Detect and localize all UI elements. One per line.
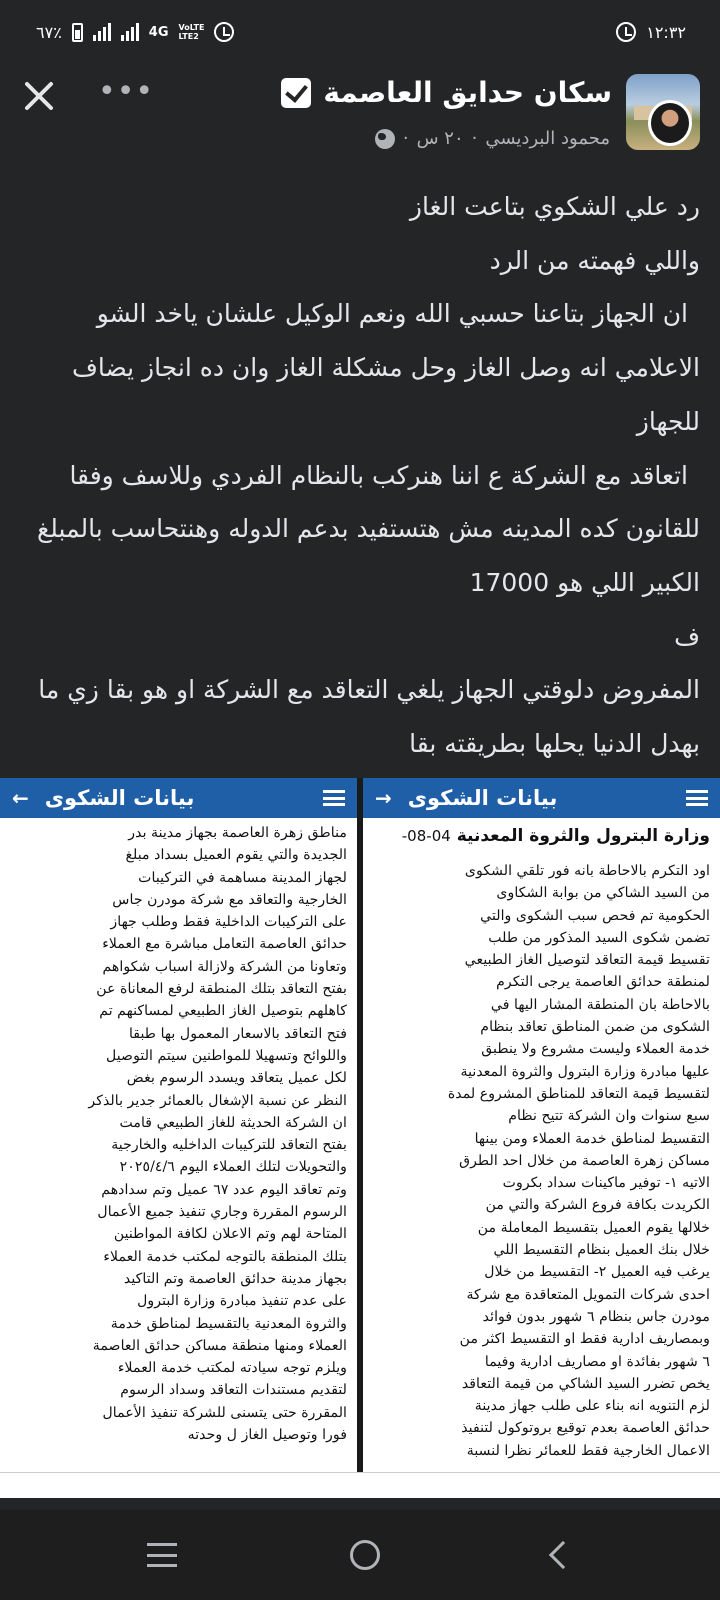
panel-header bbox=[0, 778, 357, 818]
post-image[interactable] bbox=[0, 778, 720, 1498]
panel-text-line: كاهلهم بتوصيل الغاز الطبيعي لمساكنهم تم bbox=[99, 1003, 347, 1020]
panel-text-line: الاعمال الخارجية فقط للعمائر نظرا لنسبة bbox=[466, 1442, 710, 1459]
panel-text-line: عليها مبادرة وزارة البترول والثروة المعدنية bbox=[460, 1063, 710, 1080]
panel-text-line: خلالها يقوم العميل بتقسيط المعاملة من bbox=[477, 1219, 710, 1236]
panel-text-line: بالاحاطة بان المنطقة المشار اليها في bbox=[490, 996, 710, 1013]
post-line: ان الجهاز بتاعنا حسبي الله ونعم الوكيل علشان ياخد الشو bbox=[96, 299, 688, 329]
post-line: الاعلامي انه وصل الغاز وحل مشكلة الغاز وان ده انجاز يضاف bbox=[71, 353, 700, 383]
panel-text-line: المتاحة لهم وتم الاعلان لكافة المواطنين bbox=[113, 1226, 347, 1243]
post-line: ف bbox=[674, 621, 700, 651]
panel-text-line: وتعاونا من الشركة ولازالة اسباب شكواهم bbox=[102, 958, 347, 975]
post-line: للجهاز bbox=[636, 406, 700, 436]
panel-text-line: الاتيه ١- توفير ماكينات سداد بكروت bbox=[502, 1175, 710, 1192]
menu-icon bbox=[686, 790, 708, 806]
back-arrow-icon: → bbox=[375, 786, 392, 810]
signal-icon bbox=[93, 23, 111, 41]
panel-text-line: الخارجية والتعاقد مع شركة مودرن جاس bbox=[112, 891, 347, 908]
panel-text-line: لجهاز المدينة مساهمة في التركيبات bbox=[138, 869, 347, 886]
panel-text bbox=[363, 856, 720, 1462]
panel-title: بيانات الشكوى bbox=[44, 786, 195, 810]
panel-text-line: وبمصاريف ادارية فقط او التقسيط اكثر من bbox=[459, 1331, 710, 1348]
more-options-icon[interactable]: ••• bbox=[98, 74, 155, 109]
battery-icon bbox=[72, 23, 83, 42]
battery-percent: ٦٧٪ bbox=[36, 22, 62, 42]
recents-icon[interactable] bbox=[147, 1543, 177, 1567]
panel-text-line: خدمة العملاء وليست مشروع ولا ينطبق bbox=[481, 1041, 710, 1058]
post-line: للقانون كده المدينه مش هتستفيد بدعم الدوله وهنتحاسب بالمبلغ bbox=[36, 514, 700, 544]
panel-text-line: بفتح التعاقد بتلك المنطقة لرفع المعاناة عن bbox=[96, 981, 347, 998]
post-line: واللي فهمته من الرد bbox=[489, 245, 700, 275]
panel-text-line: الجديدة والتي يقوم العميل بسداد مبلغ bbox=[125, 847, 347, 864]
home-icon[interactable] bbox=[350, 1540, 380, 1570]
panel-text-line: حدائق العاصمة التعامل مباشرة مع العملاء bbox=[102, 936, 347, 953]
clock: ١٢:٣٢ bbox=[646, 22, 686, 42]
panel-text-line: المقررة حتى يتسنى للشركة تنفيذ الأعمال bbox=[102, 1404, 347, 1421]
verified-check-icon bbox=[281, 78, 311, 108]
panel-text-line: احدى شركات التمويل المتعاقدة مع شركة bbox=[466, 1286, 710, 1303]
panel-text-line: واللوائح وتسهيلا للمواطنين سيتم التوصيل bbox=[106, 1047, 347, 1064]
post-time[interactable]: ٢٠ س bbox=[416, 128, 464, 149]
panel-text-line: خلال بنك العميل بنظام التقسيط اللي bbox=[493, 1242, 710, 1259]
complaint-panel-left bbox=[0, 778, 357, 1498]
panel-text-line: لتقسيط قيمة التعاقد للمناطق المشروع لمدة bbox=[447, 1085, 710, 1102]
panel-text-line: لمنطقة حدائق العاصمة يرجى التكرم bbox=[496, 974, 710, 991]
panel-text-line: من السيد الشاكي من بوابة الشكاوى bbox=[496, 885, 710, 902]
panel-text-line: مناطق زهرة العاصمة بجهاز مدينة بدر bbox=[128, 825, 347, 841]
group-name[interactable]: سكان حدايق العاصمة bbox=[323, 76, 612, 109]
panel-text-line: الحكومية تم فحص سبب الشكوى والتي bbox=[480, 907, 710, 924]
panel-text-line: الرسوم المقررة وجاري تنفيذ جميع الأعمال bbox=[97, 1204, 347, 1221]
panel-text-line: مودرن جاس بنظام ٦ شهور بدون فوائد bbox=[482, 1308, 710, 1325]
post-meta: محمود البرديسي · ٢٠ س · bbox=[375, 128, 610, 149]
complaint-panel-right bbox=[363, 778, 720, 1498]
panel-text-line: اود التكرم بالاحاطة بانه فور تلقي الشكوى bbox=[464, 863, 710, 879]
post-line: رد علي الشكوي بتاعت الغاز bbox=[409, 192, 700, 221]
group-avatar[interactable] bbox=[626, 74, 700, 150]
panel-text-line: حدائق العاصمة بعدم توقيع بروتوكول لتنفيذ bbox=[461, 1420, 710, 1437]
panel-text-line: الشكوى من ضمن المناطق تعاقد بنظام bbox=[480, 1019, 710, 1036]
post-header bbox=[0, 72, 720, 164]
panel-text-line: يرغب فيه العميل ٢- التقسيط من خلال bbox=[484, 1264, 710, 1281]
author-name[interactable]: محمود البرديسي bbox=[485, 128, 610, 149]
panel-text-line: الكريدت بكافة فروع الشركة والتي من bbox=[485, 1197, 710, 1214]
panel-text-line: النظر عن نسبة الإشغال بالعمائر جدير بالذكر bbox=[88, 1092, 347, 1109]
panel-text-line: تضمن شكوى السيد المذكور من طلب bbox=[488, 929, 710, 946]
post-line: الكبير اللي هو 17000 bbox=[469, 567, 700, 597]
back-arrow-icon: ← bbox=[12, 786, 29, 810]
panel-text-line: التقسيط لمناطق خدمة العملاء ومن بينها bbox=[474, 1130, 710, 1147]
panel-text-line: بتلك المنطقة بالتوجه لمكتب خدمة العملاء bbox=[103, 1248, 347, 1265]
status-bar bbox=[0, 0, 720, 64]
panel-text-line: تقسيط قيمة التعاقد لتوصيل الغاز الطبيعي bbox=[464, 952, 710, 969]
panel-title: بيانات الشكوى bbox=[407, 786, 558, 810]
author-avatar[interactable] bbox=[648, 100, 692, 146]
panel-text-line: يخص تضرر السيد الشاكي من قيمة التعاقد bbox=[461, 1375, 710, 1392]
panel-text-line: على عدم تنفيذ مبادرة وزارة البترول bbox=[137, 1293, 347, 1310]
image-footer bbox=[0, 1472, 720, 1498]
panel-text-line: ان الشركة الحديثة للغاز الطبيعي قامت bbox=[119, 1114, 347, 1131]
menu-icon bbox=[323, 790, 345, 806]
panel-text-line: لكل عميل يتعاقد ويسدد الرسوم بغض bbox=[126, 1070, 347, 1087]
network-type: 4G bbox=[148, 24, 169, 40]
alarm-icon bbox=[214, 22, 234, 42]
panel-text bbox=[0, 818, 357, 1446]
panel-text-line: مساكن زهرة العاصمة من خلال احد الطرق bbox=[459, 1152, 710, 1169]
signal-icon-2 bbox=[121, 23, 139, 41]
panel-text-line: ويلزم توجه سيادته لمكتب خدمة العملاء bbox=[117, 1360, 347, 1377]
panel-text-line: فورا وتوصيل الغاز ل وحدته bbox=[187, 1427, 347, 1444]
back-icon[interactable] bbox=[549, 1541, 577, 1569]
volte-icon: VoLTE LTE2 bbox=[178, 23, 205, 41]
post-line: اتعاقد مع الشركة ع اننا هنركب بالنظام الفردي وللاسف وفقا bbox=[69, 460, 688, 490]
panel-text-line: فتح التعاقد بالاسعار المعمول بها طبقا bbox=[128, 1025, 347, 1042]
panel-text-line: بفتح التعاقد للتركيبات الداخليه والخارجية bbox=[111, 1137, 347, 1154]
post-line: المفروض دلوقتي الجهاز يلغي التعاقد مع الشركة او هو بقا زي ما bbox=[38, 675, 700, 705]
globe-icon bbox=[375, 129, 395, 149]
panel-text-line: ٦ شهور بفائدة او مصاريف ادارية وفيما bbox=[484, 1353, 710, 1370]
panel-text-line: لزم التنويه انه بناء على طلب جهاز مدينة bbox=[474, 1398, 710, 1415]
whatsapp-icon bbox=[616, 22, 636, 42]
panel-text-line: على التركيبات الداخلية فقط وطلب جهاز bbox=[110, 914, 347, 931]
post-line: بهدل الدنيا يحلها بطريقته بقا bbox=[409, 729, 700, 759]
panel-heading: وزارة البترول والثروة المعدنية 04-08- bbox=[401, 826, 710, 846]
navigation-bar bbox=[0, 1510, 720, 1600]
panel-text-line: العملاء ومنها منطقة مساكن حدائق العاصمة bbox=[92, 1337, 347, 1354]
close-icon[interactable] bbox=[18, 76, 58, 116]
panel-text-line: والتحويلات لتلك العملاء اليوم ٢٠٢٥/٤/٦ bbox=[119, 1159, 347, 1176]
post-body bbox=[36, 180, 700, 771]
panel-header bbox=[363, 778, 720, 818]
panel-text-line: سبع سنوات وان الشركة تتيح نظام bbox=[508, 1108, 710, 1125]
status-time-area bbox=[616, 22, 686, 42]
panel-text-line: لتقديم مستندات التعاقد وسداد الرسوم bbox=[120, 1382, 347, 1399]
panel-text-line: والثروة المعدنية بالتقسيط لمناطق خدمة bbox=[110, 1315, 347, 1332]
panel-text-line: وتم تعاقد اليوم عدد ٦٧ عميل وتم سدادهم bbox=[101, 1181, 347, 1198]
status-icons bbox=[36, 22, 234, 42]
panel-text-line: بجهاز مدينة حدائق العاصمة وتم التاكيد bbox=[123, 1270, 347, 1287]
group-row bbox=[281, 76, 612, 109]
